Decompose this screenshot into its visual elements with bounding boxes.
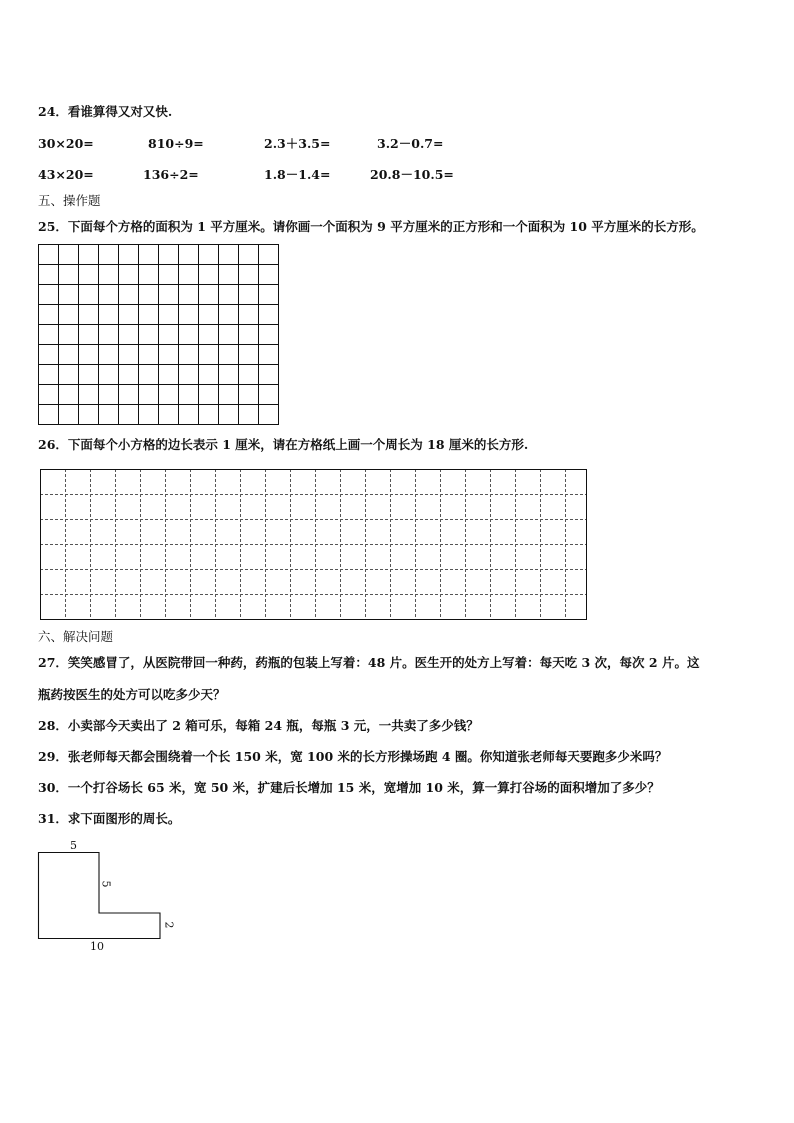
q25-square-grid — [38, 244, 280, 426]
q27-text-line1: 27．笑笑感冒了，从医院带回一种药，药瓶的包装上写着：48 片。医生开的处方上写着：每天吃 3 次，每次 2 片。这 — [38, 655, 700, 670]
q24-r2-c3: 1.8－1.4= — [264, 167, 331, 182]
q29-text: 29．张老师每天都会围绕着一个长 150 米，宽 100 米的长方形操场跑 4 圈。你知道张老师每天要跑多少米吗？ — [38, 749, 668, 764]
section-5-heading: 五、操作题 — [38, 193, 101, 208]
q27-text-line2: 瓶药按医生的处方可以吃多少天？ — [38, 687, 226, 702]
q31-text: 31．求下面图形的周长。 — [38, 811, 181, 826]
q24-r1-c4: 3.2－0.7= — [377, 136, 444, 151]
q25-text: 25．下面每个方格的面积为 1 平方厘米。请你画一个面积为 9 平方厘米的正方形和一个面积为 10 平方厘米的长方形。 — [38, 219, 704, 234]
q24-r1-c3: 2.3＋3.5= — [264, 136, 331, 151]
q26-dashed-grid — [40, 469, 589, 621]
q24-r2-c4: 20.8－10.5= — [370, 167, 454, 182]
q24-title: 24．看谁算得又对又快. — [38, 104, 173, 119]
section-6-heading: 六、解决问题 — [38, 629, 114, 644]
q24-r1-c1: 30×20= — [38, 136, 94, 151]
figure-label-right: 2 — [162, 921, 176, 929]
q26-text: 26．下面每个小方格的边长表示 1 厘米，请在方格纸上画一个周长为 18 厘米的长方形. — [38, 437, 529, 452]
q24-r2-c2: 136÷2= — [143, 167, 199, 182]
q30-text: 30．一个打谷场长 65 米，宽 50 米，扩建后长增加 15 米，宽增加 10 米，算一算打谷场的面积增加了多少？ — [38, 780, 660, 795]
q24-r2-c1: 43×20= — [38, 167, 94, 182]
figure-label-bottom: 10 — [90, 940, 104, 953]
q24-r1-c2: 810÷9= — [148, 136, 204, 151]
figure-label-inner-vertical: 5 — [99, 880, 113, 888]
q28-text: 28．小卖部今天卖出了 2 箱可乐，每箱 24 瓶，每瓶 3 元，一共卖了多少钱？ — [38, 718, 479, 733]
q31-l-shape-figure — [38, 852, 162, 940]
figure-label-top: 5 — [70, 839, 77, 852]
